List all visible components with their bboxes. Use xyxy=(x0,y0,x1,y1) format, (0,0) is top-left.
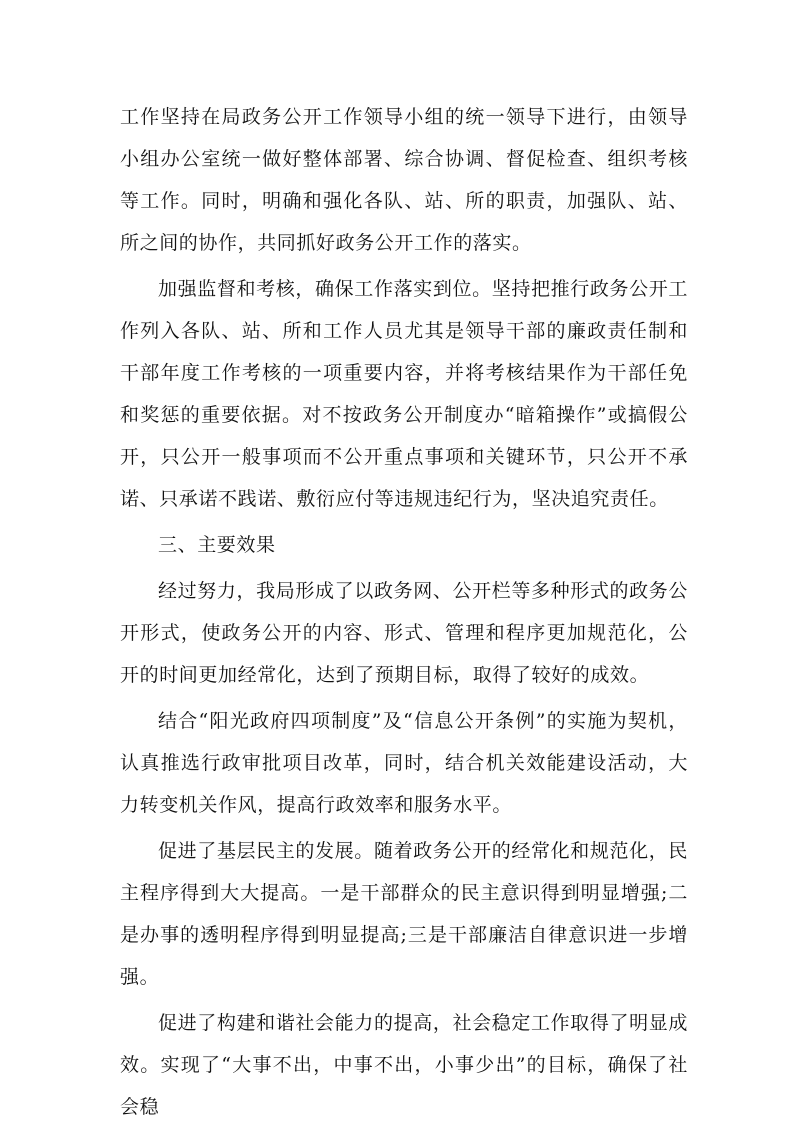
paragraph-coordination: 工作坚持在局政务公开工作领导小组的统一领导下进行，由领导小组办公室统一做好整体部署、综合协调、督促检查、组织考核等工作。同时，明确和强化各队、站、所的职责，加强队、站、所之间的协作，共同抓好政务公开工作的落实。 xyxy=(120,106,688,254)
paragraph-harmonious-society: 促进了构建和谐社会能力的提高，社会稳定工作取得了明显成效。实现了“大事不出，中事不出，小事少出”的目标，确保了社会稳 xyxy=(120,1012,688,1118)
paragraph-sunshine-government: 结合“阳光政府四项制度”及“信息公开条例”的实施为契机，认真推选行政审批项目改革，同时，结合机关效能建设活动，大力转变机关作风，提高行政效率和服务水平。 xyxy=(120,710,688,816)
paragraph-grassroots-democracy: 促进了基层民主的发展。随着政务公开的经常化和规范化，民主程序得到大大提高。一是干部群众的民主意识得到明显增强;二是办事的透明程序得到明显提高;三是干部廉洁自律意识进一步增强。 xyxy=(120,840,688,988)
document-body xyxy=(120,96,688,1132)
paragraph-supervision: 加强监督和考核，确保工作落实到位。坚持把推行政务公开工作列入各队、站、所和工作人员尤其是领导干部的廉政责任制和干部年度工作考核的一项重要内容，并将考核结果作为干部任免和奖惩的重要依据。对不按政务公开制度办“暗箱操作”或搞假公开，只公开一般事项而不公开重点事项和关键环节，只公开不承诺、只承诺不践诺、敷衍应付等违规违纪行为，坚决追究责任。 xyxy=(120,278,688,510)
section-heading-main-results: 三、主要效果 xyxy=(158,534,276,556)
paragraph-efforts: 经过努力，我局形成了以政务网、公开栏等多种形式的政务公开形式，使政务公开的内容、形式、管理和程序更加规范化，公开的时间更加经常化，达到了预期目标，取得了较好的成效。 xyxy=(120,580,688,686)
